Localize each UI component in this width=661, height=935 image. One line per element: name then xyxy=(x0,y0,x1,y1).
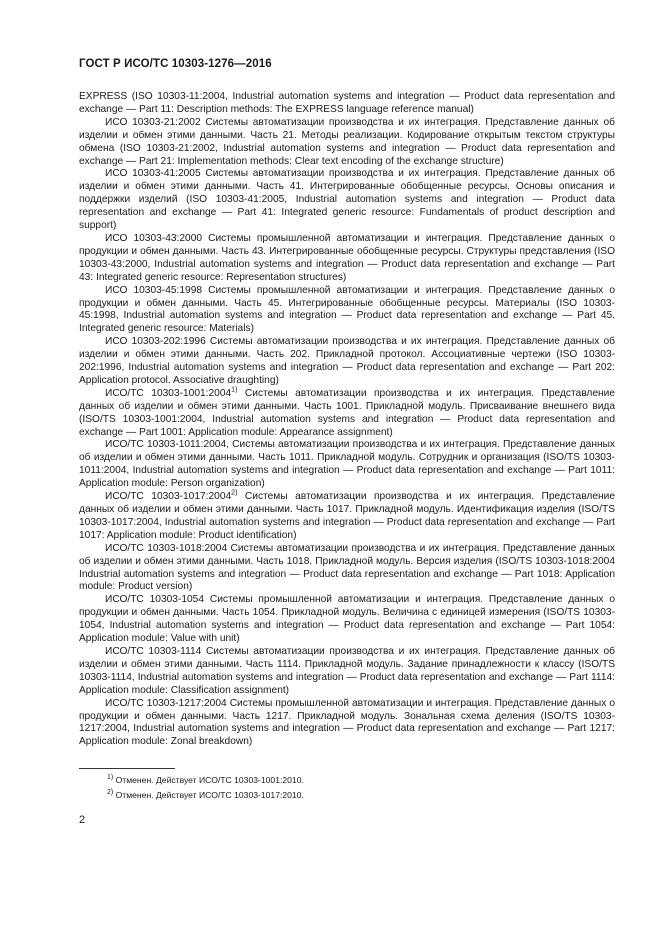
footnote-mark: 1) xyxy=(107,774,114,782)
reference-paragraph xyxy=(79,117,615,169)
reference-paragraph xyxy=(79,543,615,595)
reference-text: ИСО 10303-202:1996 Системы автоматизации производства и их интеграция. Представление данных об изделии и обмен этими данными. Часть 202. Прикладной протокол. Ассоциативные чертежи (ISO 10303-202:1996, Industrial automation systems and integration — Product data representation and exchange — Part 202: Application protocol. Associative draughting) xyxy=(79,336,615,386)
reference-paragraph xyxy=(79,646,615,698)
reference-text: ИСО/ТС 10303-1217:2004 Системы промышленной автоматизации и интеграция. Представление данных о продукции и обмен данными. Часть 1217. Прикладной модуль. Зональная схема деления (ISO/TS 10303-1217:2004, Industrial automation systems and integration — Product data representation and exchange — Part 1217: Application module: Zonal breakdown) xyxy=(79,697,615,748)
reference-text: ИСО/ТС 10303-1018:2004 Системы автоматизации производства и их интеграция. Представление данных об изделии и обмен этими данными. Часть 1018. Прикладной модуль. Версия изделия (ISO/TS 10303-1018:2004 Industrial automation systems and integration — Product data representation and exchange — Part 1018: Application module: Product version) xyxy=(79,542,615,593)
page-number: 2 xyxy=(79,814,86,827)
reference-text: ИСО 10303-43:2000 Системы промышленной автоматизации и интеграция. Представление данных о продукции и обмен данными. Часть 43. Интегрированные обобщенные ресурсы. Структуры представления (ISO 10303-43:2000, Industrial automation systems and integration — Product data representation and exchange — Part 43: Integrated generic resource: Representation structures) xyxy=(79,232,615,283)
reference-text: Системы автоматизации производства и их интеграция. Представление данных об изделии и обмен этими данными. Часть 1017. Прикладной модуль. Идентификация изделия (ISO/TS 10303-1017:2004, Industrial automation systems and integration — Product data representation and exchange — Part 1017: Application module: Product identification) xyxy=(79,491,615,541)
reference-paragraph xyxy=(79,285,615,337)
reference-text: ИСО 10303-45:1998 Системы промышленной автоматизации и интеграция. Представление данных о продукции и обмен данными. Часть 45. Интегрированные обобщенные ресурсы. Материалы (ISO 10303-45:1998, Industrial automation systems and integration — Product data representation and exchange — Part 45. Integrated generic resource: Materials) xyxy=(79,284,615,335)
reference-paragraph xyxy=(79,698,615,750)
reference-paragraph xyxy=(79,233,615,285)
footnote-mark: 1) xyxy=(231,386,238,394)
reference-paragraph xyxy=(79,491,615,543)
document-page xyxy=(79,58,615,826)
document-header: ГОСТ Р ИСО/ТС 10303-1276—2016 xyxy=(79,58,272,70)
reference-text: Системы автоматизации производства и их интеграция. Представление данных об изделии и обмен этими данными. Часть 1001. Прикладной модуль. Присваивание внешнего вида (ISO/TS 10303-1001:2004, Industrial automation systems and integration — Product data representation and exchange — Part 1001: Application module: Appearance assignment) xyxy=(79,387,615,438)
reference-paragraph xyxy=(79,91,615,117)
reference-text: EXPRESS (ISO 10303-11:2004, Industrial automation systems and integration — Product data representation and exchange — Part 11: Description methods: The EXPRESS language reference manual) xyxy=(79,91,615,115)
footnote-mark: 2) xyxy=(231,489,238,497)
footnote-divider xyxy=(79,768,175,769)
reference-paragraph xyxy=(79,336,615,388)
reference-text: ИСО 10303-41:2005 Системы автоматизации производства и их интеграция. Представление данных об изделии и обмен этими данными. Часть 41. Интегрированные обобщенные ресурсы. Основы описания и поддержки изделий (ISO 10303-41:2005, Industrial automation systems and integration — Product data representation and exchange — Part 41: Integrated generic resource: Fundamentals of product description and support) xyxy=(79,168,615,232)
reference-text: ИСО/ТС 10303-1011:2004, Системы автоматизации производства и их интеграция. Представление данных об изделии и обмен этими данными. Часть 1011. Прикладной модуль. Сотрудник и организация (ISO/TS 10303-1011:2004, Industrial automation systems and integration — Product data representation and exchange — Part 1011: Application module: Person organization) xyxy=(79,439,615,490)
reference-text: ИСО/ТС 10303-1054 Системы промышленной автоматизации и интеграция. Представление данных о продукции и обмен данными. Часть 1054. Прикладной модуль. Величина с единицей измерения (ISO/TS 10303-1054, Industrial automation systems and integration — Product data representation and exchange — Part 1054: Application module: Value with unit) xyxy=(79,594,615,645)
footnote xyxy=(79,789,615,802)
reference-code: ИСО/ТС 10303-1001:2004 xyxy=(105,387,232,399)
footnote-text: Отменен. Действует ИСО/ТС 10303-1017:2010. xyxy=(113,790,304,801)
footnotes xyxy=(79,774,615,802)
footnote xyxy=(79,774,615,787)
reference-paragraph xyxy=(79,168,615,233)
reference-text: ИСО 10303-21:2002 Системы автоматизации производства и их интеграция. Представление данных об изделии и обмен этими данными. Часть 21. Методы реализации. Кодирование открытым текстом структуры обмена (ISO 10303-21:2002, Industrial automation systems and integration — Product data representation and exchange — Part 21: Implementation methods: Clear text encoding of the exchange structure) xyxy=(79,116,615,167)
references-list xyxy=(79,91,615,749)
footnote-mark: 2) xyxy=(107,789,114,797)
reference-paragraph xyxy=(79,388,615,440)
footnote-text: Отменен. Действует ИСО/ТС 10303-1001:2010. xyxy=(113,775,304,786)
reference-text: ИСО/ТС 10303-1114 Системы автоматизации производства и их интеграция. Представление данных об изделии и обмен этими данными. Часть 1114. Прикладной модуль. Задание принадлежности к классу (ISO/TS 10303-1114, Industrial automation systems and integration — Product data representation and exchange — Part 1114: Application module: Classification assignment) xyxy=(79,645,615,696)
reference-code: ИСО/ТС 10303-1017:2004 xyxy=(105,491,232,503)
reference-paragraph xyxy=(79,594,615,646)
reference-paragraph xyxy=(79,439,615,491)
